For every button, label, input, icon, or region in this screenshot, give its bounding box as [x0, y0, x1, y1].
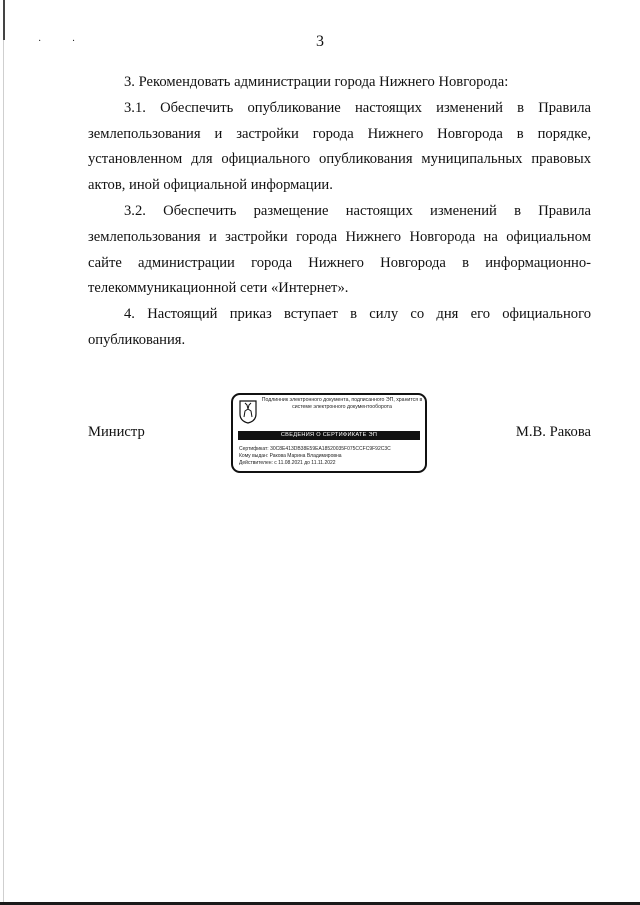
- paragraph-3-1: 3.1. Обеспечить опубликование настоящих изменений в Правила землепользования и застройки города Нижнего Новгорода в порядке, установленном для официального опубликования муниципальных правовых актов, иной официальной информации.: [88, 99, 591, 194]
- paragraph-3-2: 3.2. Обеспечить размещение настоящих изменений в Правила землепользования и застройки города Нижнего Новгорода на официальном сайте администрации города Нижнего Новгорода в информационно-телекоммуникационной сети «Интернет».: [88, 202, 591, 297]
- validity-line: Действителен: с 11.08.2021 до 11.11.2022: [239, 460, 336, 466]
- page-number: 3: [316, 33, 324, 50]
- electronic-signature-stamp: [231, 393, 427, 473]
- document-body: [88, 70, 591, 354]
- certificate-line: Сертификат: 30C8E413DB38E59EA18520035F075CCFC9F92C3C: [239, 446, 391, 452]
- scan-left-edge: [3, 0, 4, 905]
- paragraph-4: 4. Настоящий приказ вступает в силу со дня его официального опубликования.: [88, 306, 591, 348]
- signer-position: Министр: [88, 424, 145, 440]
- scan-specks: · ·: [38, 36, 90, 47]
- stamp-banner: СВЕДЕНИЯ О СЕРТИФИКАТЕ ЭП: [238, 431, 420, 440]
- signer-name: М.В. Ракова: [515, 424, 591, 440]
- stamp-note: Подлинник электронного документа, подписанного ЭП, хранится в системе электронного документооборота: [261, 397, 423, 410]
- deer-coat-of-arms-icon: [239, 400, 257, 424]
- stamp-details: [239, 446, 391, 467]
- issued-to-line: Кому выдан: Ракова Марина Владимировна: [239, 453, 342, 459]
- paragraph-3: 3. Рекомендовать администрации города Нижнего Новгорода:: [124, 74, 509, 90]
